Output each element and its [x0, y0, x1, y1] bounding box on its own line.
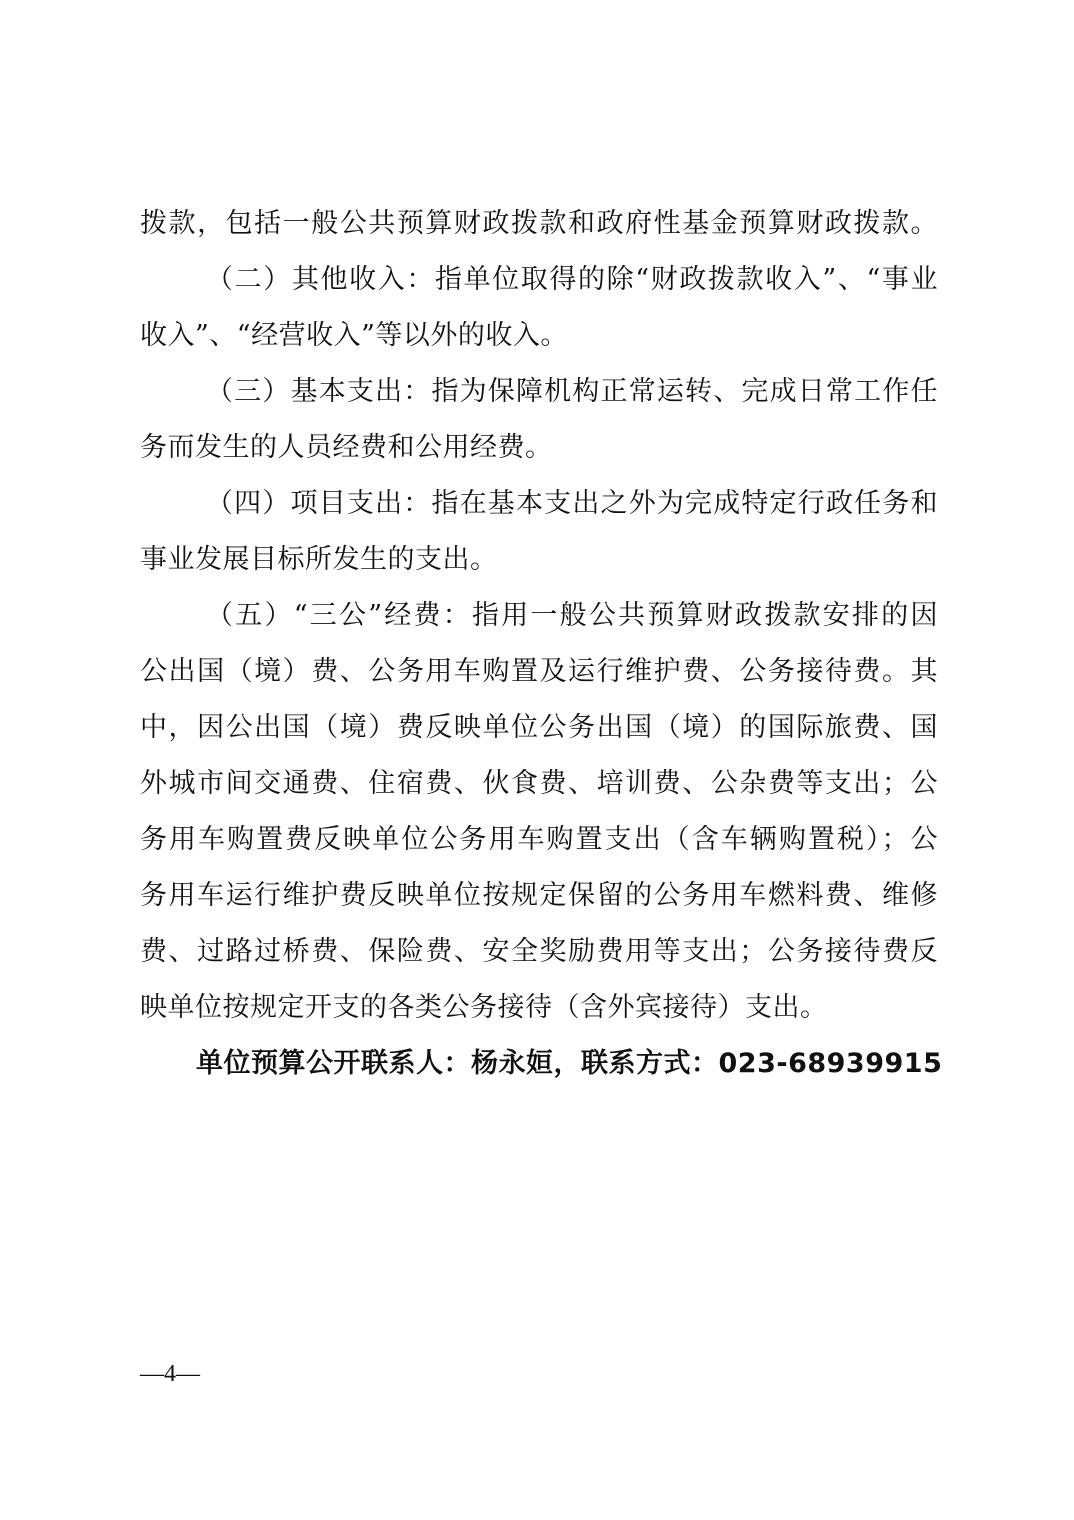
paragraph-line-1: 拨款，包括一般公共预算财政拨款和政府性基金预算财政拨款。 [140, 208, 938, 239]
paragraph-line-10: 中，因公出国（境）费反映单位公务出国（境）的国际旅费、国 [140, 712, 938, 743]
contact-info: 单位预算公开联系人：杨永姮，联系方式：023-68939915 [196, 1048, 943, 1079]
paragraph-line-4: （三）基本支出：指为保障机构正常运转、完成日常工作任 [206, 376, 938, 407]
paragraph-line-14: 费、过路过桥费、保险费、安全奖励费用等支出；公务接待费反 [140, 936, 938, 967]
paragraph-line-9: 公出国（境）费、公务用车购置及运行维护费、公务接待费。其 [140, 656, 938, 687]
paragraph-line-13: 务用车运行维护费反映单位按规定保留的公务用车燃料费、维修 [140, 880, 938, 911]
paragraph-line-7: 事业发展目标所发生的支出。 [140, 544, 498, 575]
paragraph-line-11: 外城市间交通费、住宿费、伙食费、培训费、公杂费等支出；公 [140, 768, 938, 799]
page-number: —4— [140, 1361, 200, 1387]
paragraph-line-5: 务而发生的人员经费和公用经费。 [140, 432, 553, 463]
paragraph-line-3: 收入”、“经营收入”等以外的收入。 [140, 320, 568, 351]
document-body [140, 196, 943, 1092]
paragraph-line-15: 映单位按规定开支的各类公务接待（含外宾接待）支出。 [140, 992, 828, 1023]
paragraph-line-12: 务用车购置费反映单位公务用车购置支出（含车辆购置税）；公 [140, 824, 938, 855]
paragraph-line-8: （五）“三公”经费：指用一般公共预算财政拨款安排的因 [206, 600, 938, 631]
paragraph-line-2: （二）其他收入：指单位取得的除“财政拨款收入”、“事业 [206, 264, 938, 295]
paragraph-line-6: （四）项目支出：指在基本支出之外为完成特定行政任务和 [206, 488, 938, 519]
